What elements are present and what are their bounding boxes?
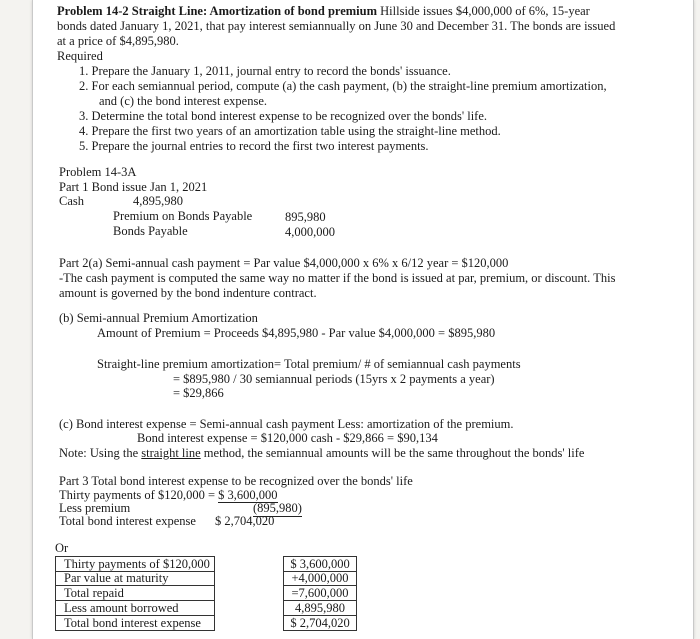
straight-line-result: = $29,866 (173, 386, 224, 400)
document-page (32, 0, 694, 639)
part3-row2-amount: (895,980) (253, 501, 302, 515)
problem-intro-rest: Hillside issues $4,000,000 of 6%, 15-year (377, 4, 590, 18)
part1-heading: Part 1 Bond issue Jan 1, 2021 (59, 180, 208, 194)
premium-label: Premium on Bonds Payable (113, 209, 253, 223)
cash-amount: 4,895,980 (133, 194, 183, 208)
note-prefix: Note: Using the (59, 446, 142, 460)
cash-label: Cash (59, 194, 84, 208)
problem-title: Problem 14-2 Straight Line: Amortization of bond premium (57, 4, 378, 18)
requirement-4: 4. Prepare the first two years of an amortization table using the straight-line method. (79, 124, 501, 138)
or-label: Or (55, 541, 69, 555)
or-table-label-cell: Less amount borrowed (55, 601, 215, 616)
note-line (59, 446, 584, 461)
requirement-3: 3. Determine the total bond interest expense to be recognized over the bonds' life. (79, 109, 488, 123)
problem-intro-line2: bonds dated January 1, 2021, that pay interest semiannually on June 30 and December 31. The bonds are issued (57, 19, 616, 33)
part3-row3-amount: $ 2,704,020 (215, 514, 275, 528)
or-table-amount-cell: 4,895,980 (283, 601, 357, 616)
part2b-heading: (b) Semi-annual Premium Amortization (59, 311, 258, 325)
or-table-amount-cell: =7,600,000 (283, 586, 357, 601)
part2c-line2: Bond interest expense = $120,000 cash - $29,866 = $90,134 (137, 431, 438, 445)
bonds-payable-amount: 4,000,000 (285, 225, 335, 239)
note-straight-line: straight line (141, 446, 201, 460)
straight-line-formula: Straight-line premium amortization= Total premium/ # of semiannual cash payments (97, 357, 521, 371)
part3-heading: Part 3 Total bond interest expense to be recognized over the bonds' life (59, 474, 413, 488)
problem-intro-line3: at a price of $4,895,980. (57, 34, 179, 48)
bonds-payable-label: Bonds Payable (113, 224, 188, 238)
part2a-line2: -The cash payment is computed the same way no matter if the bond is issued at par, premium, or discount. This (59, 271, 616, 285)
part2a-line1: Part 2(a) Semi-annual cash payment = Par value $4,000,000 x 6% x 6/12 year = $120,000 (59, 256, 509, 270)
straight-line-calc: = $895,980 / 30 semiannual periods (15yrs x 2 payments a year) (173, 372, 495, 386)
or-table-amount-cell: $ 3,600,000 (283, 556, 357, 572)
requirement-2-cont: and (c) the bond interest expense. (99, 94, 267, 108)
part3-row2-label: Less premium (59, 501, 131, 515)
part2a-line3: amount is governed by the bond indenture contract. (59, 286, 317, 300)
solution-heading: Problem 14-3A (59, 165, 137, 179)
part3-row1-amount: $ 3,600,000 (218, 488, 278, 502)
part3-row3-label: Total bond interest expense (59, 514, 196, 528)
or-table-label-cell: Total bond interest expense (55, 616, 215, 631)
required-label: Required (57, 49, 103, 63)
problem-intro-line1 (57, 4, 590, 19)
or-table-amount-cell: +4,000,000 (283, 571, 357, 586)
requirement-1: 1. Prepare the January 1, 2011, journal entry to record the bonds' issuance. (79, 64, 451, 78)
or-table-amount-cell: $ 2,704,020 (283, 616, 357, 631)
part2c-line1: (c) Bond interest expense = Semi-annual cash payment Less: amortization of the premium. (59, 417, 514, 431)
note-suffix: method, the semiannual amounts will be the same throughout the bonds' life (200, 446, 585, 460)
part2b-premium-amount: Amount of Premium = Proceeds $4,895,980 - Par value $4,000,000 = $895,980 (97, 326, 496, 340)
or-table-label-cell: Total repaid (55, 586, 215, 601)
requirement-2: 2. For each semiannual period, compute (a) the cash payment, (b) the straight-line premium amortization, (79, 79, 607, 93)
or-table-label-cell: Par value at maturity (55, 571, 215, 586)
part3-row1-label: Thirty payments of $120,000 = (59, 488, 219, 502)
requirement-5: 5. Prepare the journal entries to record the first two interest payments. (79, 139, 429, 153)
premium-amount: 895,980 (285, 210, 326, 224)
or-table-label-cell: Thirty payments of $120,000 (55, 556, 215, 572)
